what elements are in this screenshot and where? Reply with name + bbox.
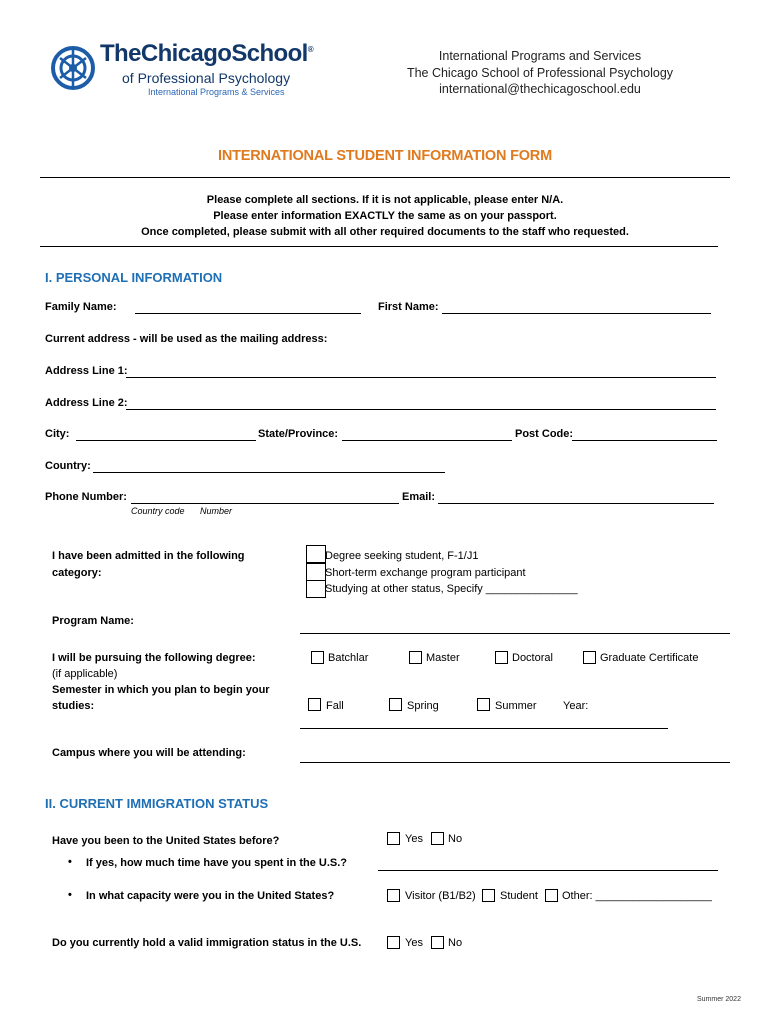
semester-fall-label: Fall (326, 700, 344, 712)
first-name-field[interactable] (442, 313, 711, 314)
semester-fall-checkbox[interactable] (308, 698, 321, 711)
category-degree-label: Degree seeking student, F-1/J1 (325, 550, 479, 562)
logo-subtitle: of Professional Psychology (122, 70, 291, 86)
valid-status-question: Do you currently hold a valid immigration status in the U.S. (52, 937, 362, 949)
program-name-field[interactable] (300, 633, 730, 634)
been-to-us-yes-checkbox[interactable] (387, 832, 400, 845)
instruction-3: Once completed, please submit with all other required documents to the staff who requested. (141, 226, 629, 238)
capacity-visitor-label: Visitor (B1/B2) (405, 890, 476, 902)
degree-master-checkbox[interactable] (409, 651, 422, 664)
address-line2-label: Address Line 2: (45, 397, 128, 409)
logo-tagline: International Programs & Services (148, 87, 285, 97)
post-code-label: Post Code: (515, 428, 574, 440)
address-line1-field[interactable] (126, 377, 716, 378)
first-name-label: First Name: (378, 301, 439, 313)
degree-graduate-certificate-label: Graduate Certificate (600, 652, 699, 664)
address-line1-label: Address Line 1: (45, 365, 128, 377)
valid-status-no-label: No (448, 937, 463, 949)
category-degree-checkbox[interactable] (306, 545, 326, 563)
family-name-field[interactable] (135, 313, 361, 314)
program-name-label: Program Name: (52, 615, 134, 627)
header-dept: International Programs and Services (438, 49, 642, 63)
address-line2-field[interactable] (126, 409, 716, 410)
state-label: State/Province: (258, 428, 339, 440)
post-code-field[interactable] (572, 440, 717, 441)
family-name-label: Family Name: (45, 301, 117, 313)
capacity-student-label: Student (500, 890, 538, 902)
campus-field[interactable] (300, 762, 730, 763)
been-to-us-question: Have you been to the United States before? (52, 835, 280, 847)
header-contact-info (400, 48, 680, 98)
degree-doctoral-checkbox[interactable] (495, 651, 508, 664)
campus-label: Campus where you will be attending: (52, 747, 246, 759)
capacity-question: In what capacity were you in the United States? (86, 890, 335, 902)
category-other-checkbox[interactable] (306, 580, 326, 598)
been-to-us-no-checkbox[interactable] (431, 832, 444, 845)
capacity-bullet: • (68, 889, 72, 901)
instruction-2: Please enter information EXACTLY the same as on your passport. (213, 210, 557, 222)
header-school: The Chicago School of Professional Psychology (406, 65, 674, 80)
category-question-line1: I have been admitted in the following (52, 550, 245, 562)
degree-doctoral-label: Doctoral (512, 652, 553, 664)
footer-version: Summer 2022 (697, 996, 741, 1003)
capacity-student-checkbox[interactable] (482, 889, 495, 902)
semester-spring-checkbox[interactable] (389, 698, 402, 711)
category-question-line2: category: (52, 567, 102, 579)
header-email[interactable]: international@thechicagoschool.edu (439, 82, 641, 96)
chicago-school-emblem-icon (50, 40, 96, 96)
instructions-divider (40, 246, 718, 247)
section-immigration-heading: II. CURRENT IMMIGRATION STATUS (45, 796, 269, 811)
year-label: Year: (563, 700, 589, 712)
semester-summer-checkbox[interactable] (477, 698, 490, 711)
country-field[interactable] (93, 472, 445, 473)
semester-question-line2: studies: (52, 700, 95, 712)
form-title: INTERNATIONAL STUDENT INFORMATION FORM (218, 148, 552, 164)
time-in-us-bullet: • (68, 856, 72, 868)
city-label: City: (45, 428, 70, 440)
category-exchange-checkbox[interactable] (306, 563, 326, 581)
city-field[interactable] (76, 440, 256, 441)
valid-status-yes-checkbox[interactable] (387, 936, 400, 949)
country-label: Country: (45, 460, 91, 472)
section-personal-heading: I. PERSONAL INFORMATION (45, 270, 223, 285)
email-label: Email: (402, 491, 436, 503)
email-field[interactable] (438, 503, 714, 504)
title-divider (40, 177, 730, 178)
category-exchange-label: Short-term exchange program participant (325, 567, 526, 579)
capacity-visitor-checkbox[interactable] (387, 889, 400, 902)
valid-status-no-checkbox[interactable] (431, 936, 444, 949)
been-to-us-yes-label: Yes (405, 833, 423, 845)
logo-name: TheChicagoSchool® (100, 40, 314, 67)
capacity-other-checkbox[interactable] (545, 889, 558, 902)
form-instructions (40, 192, 730, 240)
degree-master-label: Master (426, 652, 460, 664)
number-hint: Number (200, 506, 233, 516)
semester-spring-label: Spring (407, 700, 439, 712)
semester-summer-label: Summer (495, 700, 537, 712)
been-to-us-no-label: No (448, 833, 463, 845)
semester-question-line1: Semester in which you plan to begin your (52, 684, 270, 696)
phone-label: Phone Number: (45, 491, 127, 503)
address-note: Current address - will be used as the mailing address: (45, 333, 328, 345)
year-field[interactable] (300, 728, 668, 729)
time-in-us-field[interactable] (378, 870, 718, 871)
capacity-other-label: Other: ___________________ (562, 890, 712, 902)
degree-bachelor-checkbox[interactable] (311, 651, 324, 664)
time-in-us-question: If yes, how much time have you spent in the U.S.? (86, 857, 347, 869)
instruction-1: Please complete all sections. If it is not applicable, please enter N/A. (206, 194, 564, 206)
phone-field[interactable] (131, 503, 399, 504)
state-field[interactable] (342, 440, 512, 441)
valid-status-yes-label: Yes (405, 937, 423, 949)
school-logo (50, 40, 314, 100)
degree-graduate-certificate-checkbox[interactable] (583, 651, 596, 664)
degree-note: (if applicable) (52, 668, 118, 680)
country-code-hint: Country code (131, 506, 185, 516)
degree-question: I will be pursuing the following degree: (52, 652, 256, 664)
category-other-label: Studying at other status, Specify _______________ (325, 583, 578, 595)
degree-bachelor-label: Batchlar (328, 652, 369, 664)
